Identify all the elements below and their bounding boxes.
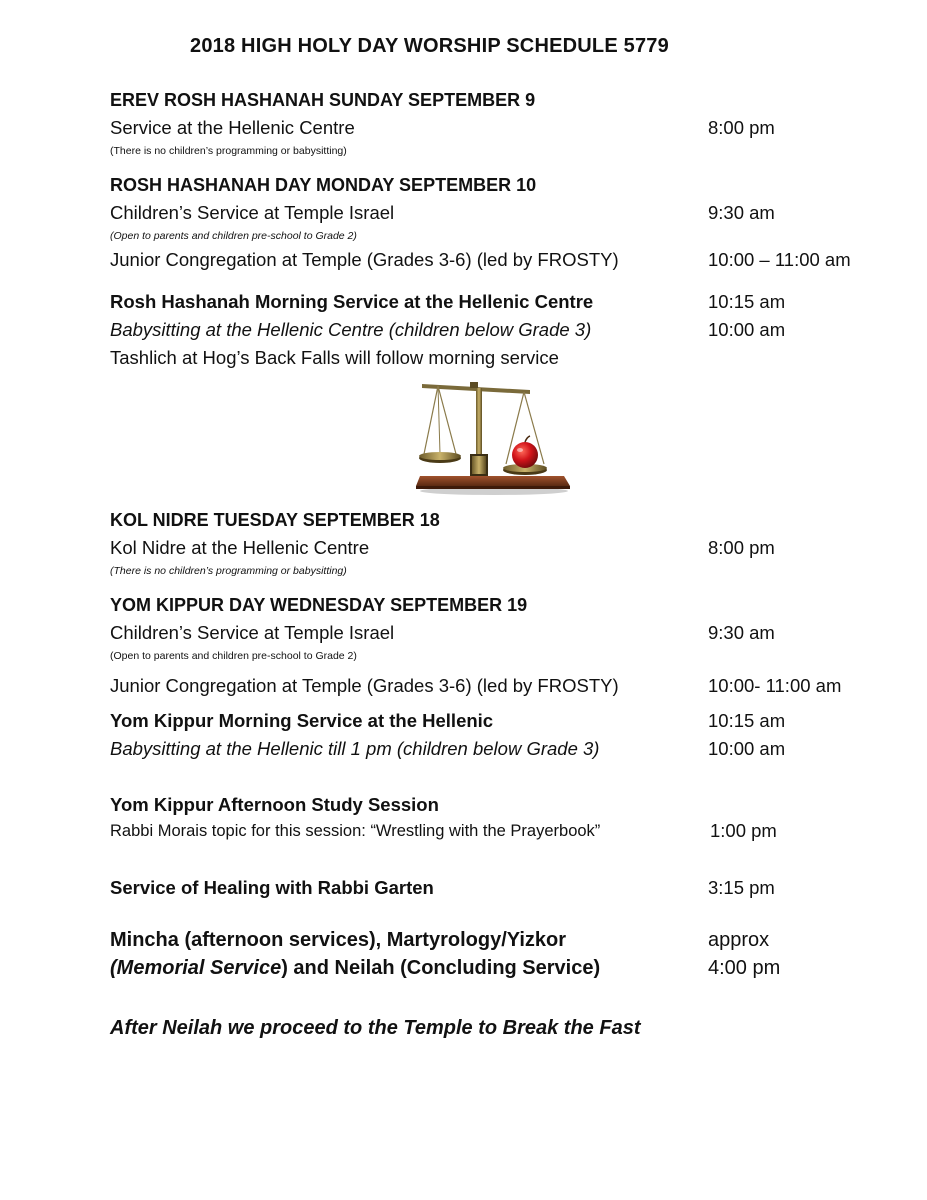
rh-tashlich: Tashlich at Hog’s Back Falls will follow morning service [110, 347, 559, 368]
yk-healing-time: 3:15 pm [708, 877, 775, 898]
yk-babysitting-time: 10:00 am [708, 738, 786, 759]
kol-nidre-time: 8:00 pm [708, 537, 775, 558]
yk-mincha-time: 4:00 pm [708, 957, 781, 979]
rh-babysitting [110, 319, 591, 341]
yk-mincha-line-1: Mincha (afternoon services), Martyrology/Yizkor [110, 929, 567, 951]
yk-study-time: 1:00 pm [710, 820, 777, 841]
rh-babysitting-paren: (children below Grade 3) [388, 319, 592, 340]
yk-children-service: Children’s Service at Temple Israel [110, 622, 395, 643]
erev-service: Service at the Hellenic Centre [110, 117, 355, 138]
yk-mincha-time-approx: approx [708, 929, 770, 951]
section-heading-rh-day: ROSH HASHANAH DAY MONDAY SEPTEMBER 10 [110, 175, 537, 195]
rh-junior-congregation: Junior Congregation at Temple (Grades 3-6) (led by FROSTY) [110, 249, 619, 270]
closing-note: After Neilah we proceed to the Temple to Break the Fast [110, 1017, 641, 1039]
rh-morning-time: 10:15 am [708, 291, 786, 312]
rh-babysitting-time: 10:00 am [708, 319, 786, 340]
section-heading-kol-nidre: KOL NIDRE TUESDAY SEPTEMBER 18 [110, 510, 440, 530]
rh-children-time: 9:30 am [708, 202, 775, 223]
rh-morning-service: Rosh Hashanah Morning Service at the Hellenic Centre [110, 291, 594, 312]
section-heading-yk-day: YOM KIPPUR DAY WEDNESDAY SEPTEMBER 19 [110, 595, 528, 615]
yk-morning-service: Yom Kippur Morning Service at the Hellenic [110, 710, 494, 731]
yk-children-note: (Open to parents and children pre-school to Grade 2) [110, 650, 357, 662]
yk-study-heading: Yom Kippur Afternoon Study Session [110, 794, 439, 815]
rh-babysitting-label: Babysitting at the Hellenic Centre [110, 319, 389, 340]
kol-nidre-service: Kol Nidre at the Hellenic Centre [110, 537, 370, 558]
rh-children-service: Children’s Service at Temple Israel [110, 202, 395, 223]
yk-babysitting-label: Babysitting at the Hellenic till 1 pm [110, 738, 397, 759]
rh-junior-time: 10:00 – 11:00 am [708, 249, 851, 270]
yk-babysitting-paren: (children below Grade 3) [396, 738, 600, 759]
page-title: 2018 HIGH HOLY DAY WORSHIP SCHEDULE 5779 [190, 35, 669, 57]
section-heading-erev: EREV ROSH HASHANAH SUNDAY SEPTEMBER 9 [110, 90, 536, 110]
yk-morning-time: 10:15 am [708, 710, 786, 731]
kol-nidre-note: (There is no children’s programming or babysitting) [110, 565, 347, 577]
yk-junior-congregation: Junior Congregation at Temple (Grades 3-6) (led by FROSTY) [110, 675, 619, 696]
yk-junior-time: 10:00- 11:00 am [708, 675, 842, 696]
yk-children-time: 9:30 am [708, 622, 775, 643]
rh-children-note: (Open to parents and children pre-school to Grade 2) [110, 230, 357, 242]
yk-neilah: ) and Neilah (Concluding Service) [281, 957, 601, 979]
yk-mincha-line-2 [110, 957, 600, 980]
yk-study-detail: Rabbi Morais topic for this session: “Wrestling with the Prayerbook” [110, 822, 601, 840]
yk-memorial-service: (Memorial Service [110, 957, 282, 979]
erev-note: (There is no children’s programming or babysitting) [110, 145, 347, 157]
erev-service-time: 8:00 pm [708, 117, 775, 138]
scales-with-apple-icon [414, 380, 574, 496]
yk-babysitting [110, 738, 599, 760]
yk-healing-service: Service of Healing with Rabbi Garten [110, 877, 434, 898]
